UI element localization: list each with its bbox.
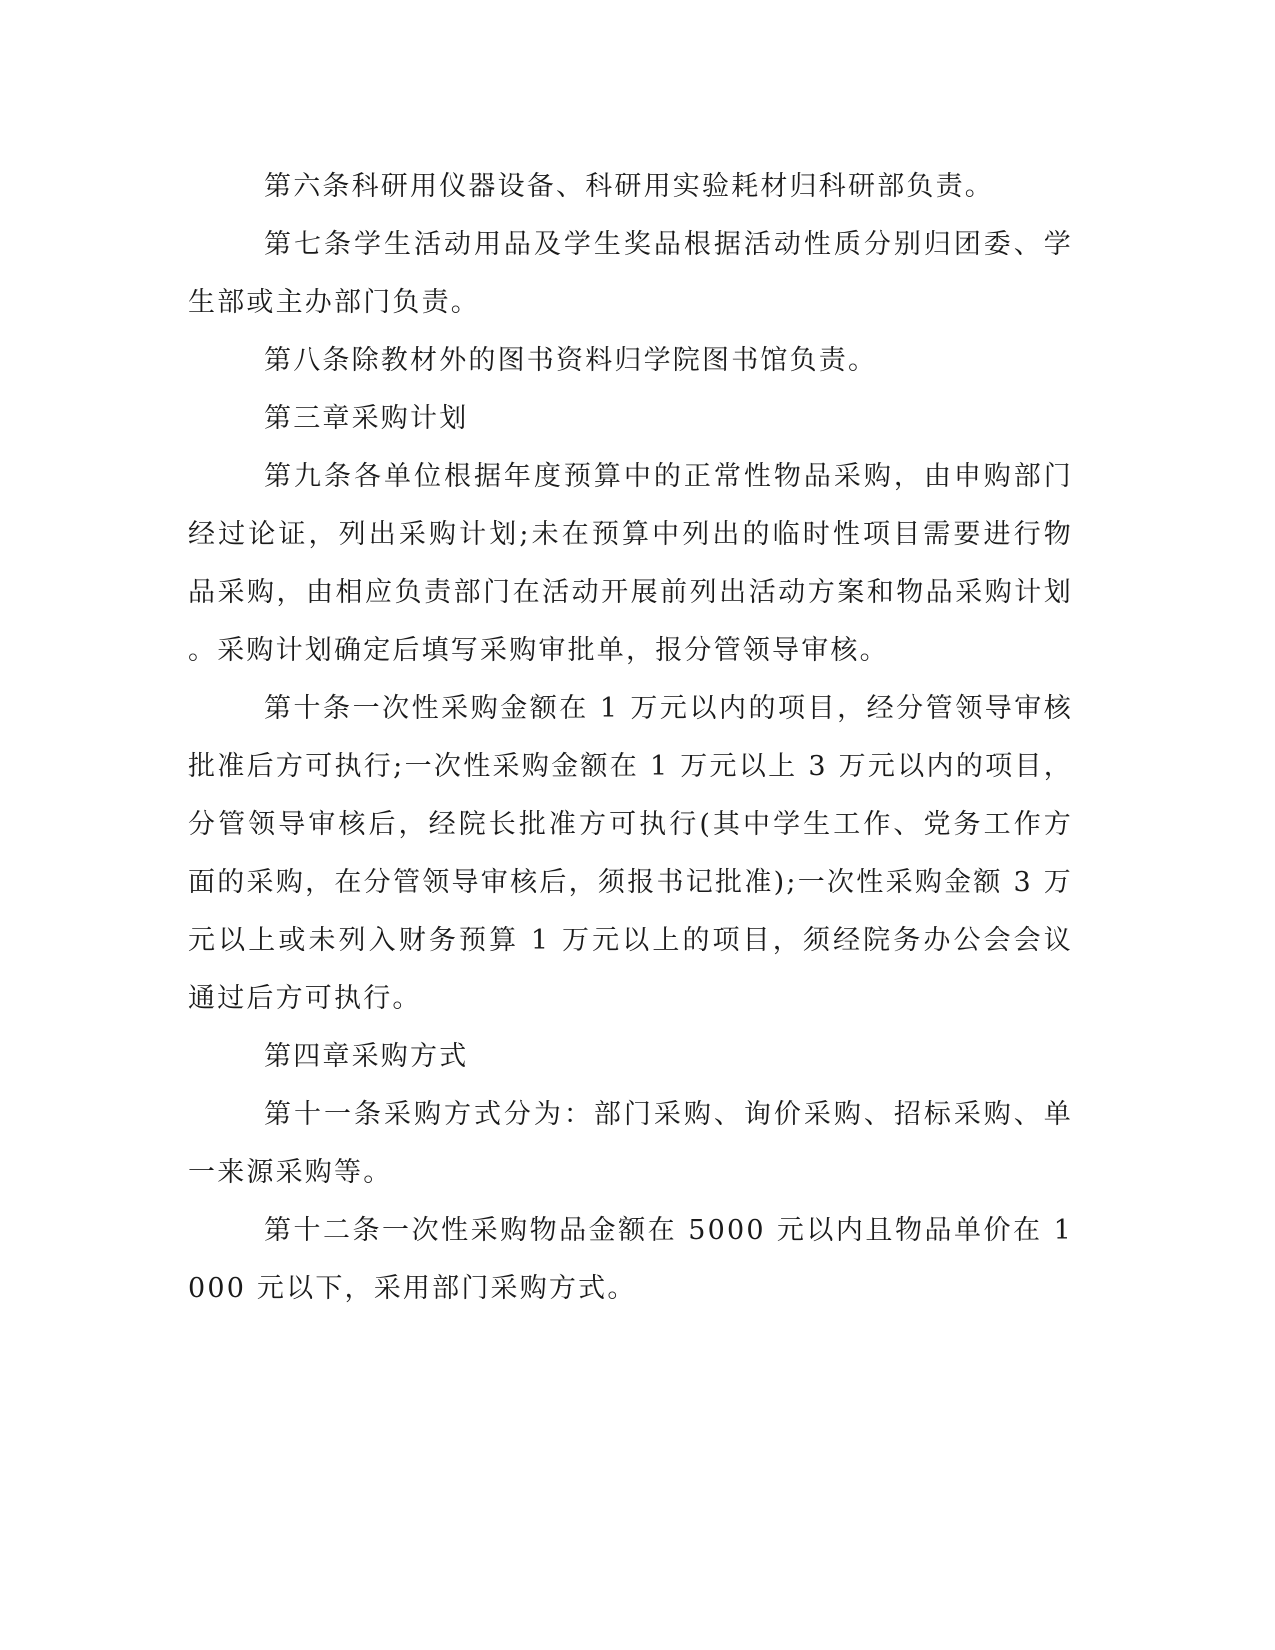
article-6: 第六条科研用仪器设备、科研用实验耗材归科研部负责。 bbox=[264, 171, 994, 202]
document-body bbox=[188, 158, 1073, 1318]
article-8: 第八条除教材外的图书资料归学院图书馆负责。 bbox=[264, 345, 878, 376]
article-7: 第七条学生活动用品及学生奖品根据活动性质分别归团委、学生部或主办部门负责。 bbox=[188, 229, 1073, 318]
article-12: 第十二条一次性采购物品金额在 5000 元以内且物品单价在 1000 元以下，采用部门采购方式。 bbox=[188, 1215, 1073, 1304]
article-11: 第十一条采购方式分为：部门采购、询价采购、招标采购、单一来源采购等。 bbox=[188, 1099, 1073, 1188]
chapter-4-heading: 第四章采购方式 bbox=[264, 1041, 469, 1072]
chapter-3-heading: 第三章采购计划 bbox=[264, 403, 469, 434]
article-10: 第十条一次性采购金额在 1 万元以内的项目，经分管领导审核批准后方可执行;一次性采购金额在 1 万元以上 3 万元以内的项目，分管领导审核后，经院长批准方可执行(其中学生工作、党务工作方面的采购，在分管领导审核后，须报书记批准);一次性采购金额 3 万元以上或未列入财务预算 1 万元以上的项目，须经院务办公会会议通过后方可执行。 bbox=[188, 693, 1073, 1014]
article-9: 第九条各单位根据年度预算中的正常性物品采购，由申购部门经过论证，列出采购计划;未在预算中列出的临时性项目需要进行物品采购，由相应负责部门在活动开展前列出活动方案和物品采购计划。采购计划确定后填写采购审批单，报分管领导审核。 bbox=[188, 461, 1073, 666]
